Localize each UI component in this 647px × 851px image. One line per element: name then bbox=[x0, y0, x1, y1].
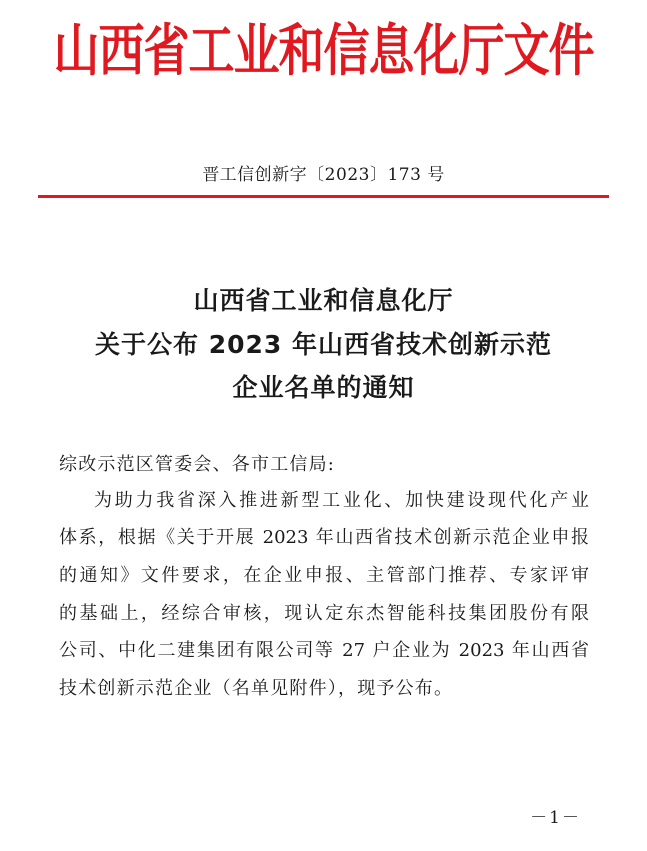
page-number: －1－ bbox=[530, 808, 581, 828]
document-title-line-3: 企业名单的通知 bbox=[232, 373, 415, 402]
body-paragraph-line: 的通知》文件要求，在企业申报、主管部门推荐、专家评审 bbox=[59, 565, 589, 586]
body-paragraph-line: 公司、中化二建集团有限公司等 27 户企业为 2023 年山西省 bbox=[59, 640, 589, 661]
document-title-line-2: 关于公布 2023 年山西省技术创新示范 bbox=[95, 330, 552, 359]
document-title-line-1: 山西省工业和信息化厅 bbox=[193, 286, 454, 315]
issuing-authority-header: 山西省工业和信息化厅文件 bbox=[53, 17, 594, 84]
body-paragraph-line: 的基础上，经综合审核，现认定东杰智能科技集团股份有限 bbox=[59, 603, 589, 624]
body-paragraph-line: 为助力我省深入推进新型工业化、加快建设现代化产业 bbox=[94, 490, 589, 511]
document-number: 晋工信创新字〔2023〕173 号 bbox=[202, 165, 445, 185]
body-paragraph-line: 技术创新示范企业（名单见附件），现予公布。 bbox=[59, 678, 454, 699]
red-divider-line bbox=[38, 195, 609, 198]
body-paragraph-line: 体系，根据《关于开展 2023 年山西省技术创新示范企业申报 bbox=[59, 527, 589, 548]
recipient-line: 综改示范区管委会、各市工信局: bbox=[59, 454, 336, 475]
